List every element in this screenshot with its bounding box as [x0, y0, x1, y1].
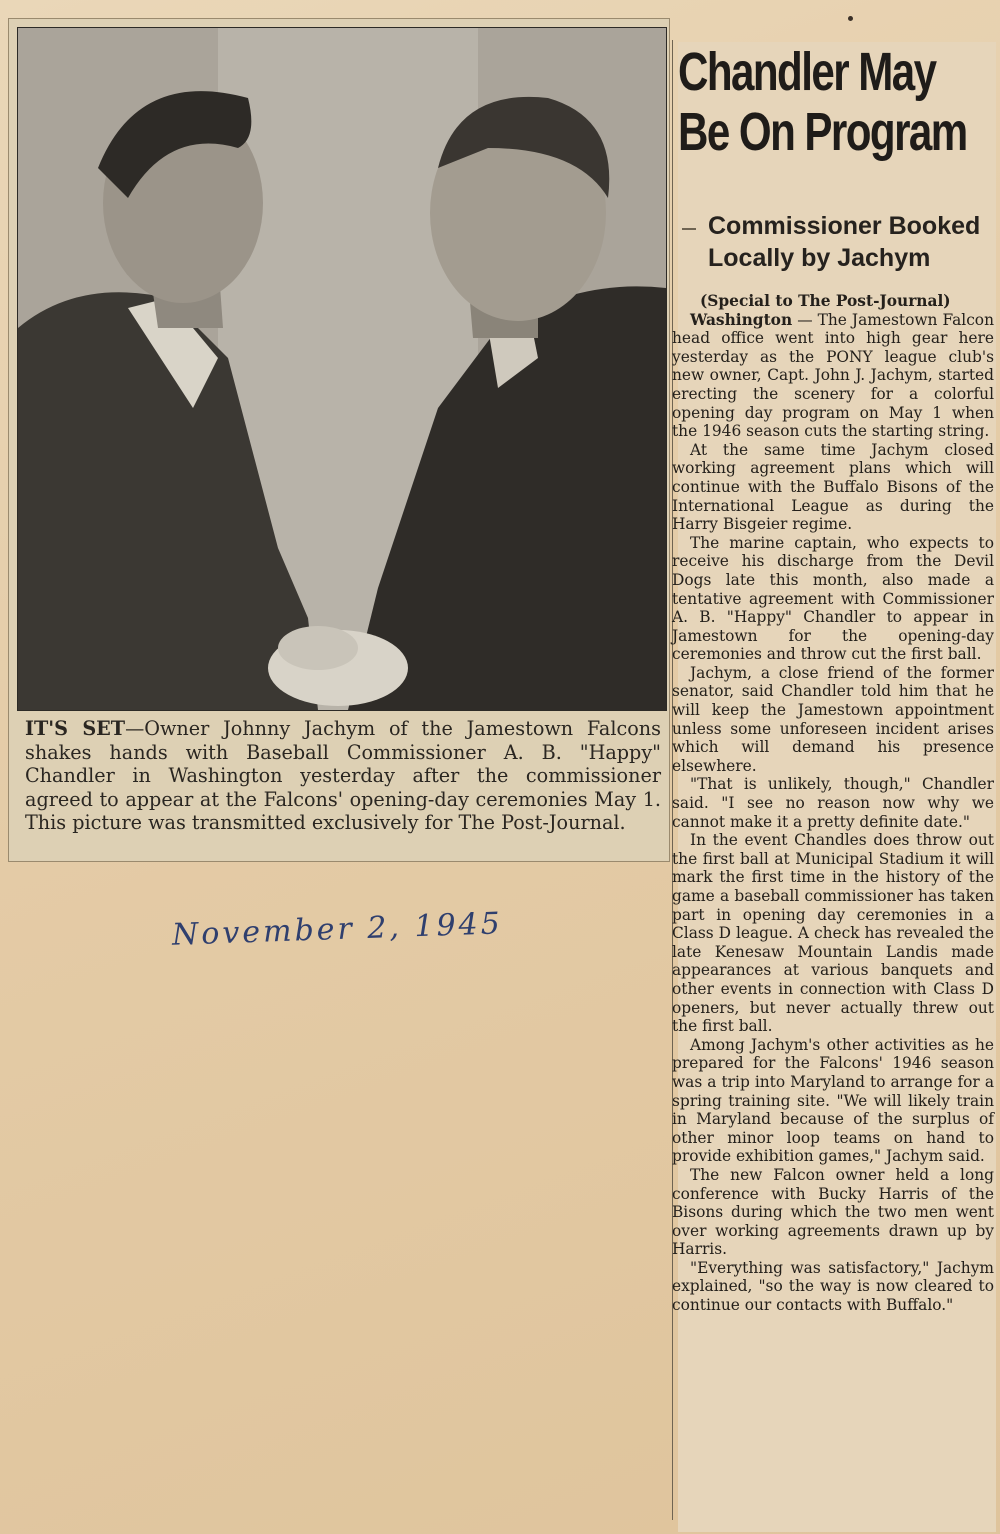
- photo-caption: [25, 717, 661, 835]
- dateline: Washington: [690, 310, 793, 329]
- article-paragraph: The new Falcon owner held a long conference with Bucky Harris of the Bisons during which the two men went over working agreements drawn up by Harris.: [672, 1165, 994, 1259]
- handshake-photo: [17, 27, 667, 711]
- article-column: [672, 42, 996, 1532]
- article-paragraph: [672, 311, 994, 441]
- headline: [678, 42, 967, 162]
- article-paragraph: The marine captain, who expects to receive his discharge from the Devil Dogs late this month, also made a tentative agreement with Commissioner A. B. "Happy" Chandler to appear in Jamestown for the opening-day ceremonies and throw cut the first ball.: [672, 533, 994, 664]
- article-paragraph-text: — The Jamestown Falcon head office went into high gear here yesterday as the PONY league club's new owner, Capt. John J. Jachym, started erecting the scenery for a colorful opening day program on May 1 when the 1946 season cuts the starting string.: [672, 310, 994, 441]
- caption-text: —Owner Johnny Jachym of the Jamestown Falcons shakes hands with Baseball Commissioner A. B. "Happy" Chandler in Washington yesterday after the commissioner agreed to appear at the Falcons' opening-day ceremonies May 1. This picture was transmitted exclusively for The Post-Journal.: [25, 717, 662, 835]
- article-paragraph: Among Jachym's other activities as he prepared for the Falcons' 1946 season was a trip into Maryland to arrange for a spring training site. "We will likely train in Maryland because of the surplus of other minor loop teams on hand to provide exhibition games," Jachym said.: [672, 1035, 994, 1166]
- subhead-line-1: Commissioner Booked: [708, 212, 981, 240]
- article-paragraph: "Everything was satisfactory," Jachym explained, "so the way is now cleared to continue our contacts with Buffalo.": [672, 1258, 994, 1315]
- article-paragraph: In the event Chandles does throw out the first ball at Municipal Stadium it will mark the first time in the history of the game a baseball commissioner has taken part in opening day ceremonies in a Class D league. A check has revealed the late Kenesaw Mountain Landis made appearances at various banquets and other events in connection with Class D openers, but never actually threw out the first ball.: [672, 831, 994, 1036]
- article-body: [672, 292, 994, 1315]
- ink-speck: [848, 16, 853, 21]
- subheadline: [708, 210, 980, 274]
- subhead-dash: [682, 228, 696, 230]
- handwritten-date: November 2, 1945: [171, 906, 504, 953]
- photo-clipping: [8, 18, 670, 862]
- subhead-line-2: Locally by Jachym: [708, 244, 931, 272]
- article-paragraph: Jachym, a close friend of the former senator, said Chandler told him that he will keep the Jamestown appointment unless some unforeseen incident arises which will demand his presence elsewhere.: [672, 663, 994, 775]
- headline-line-1: Chandler May: [678, 42, 936, 102]
- article-paragraph: At the same time Jachym closed working agreement plans which will continue with the Buffalo Bisons of the International League as during the Harry Bisgeier regime.: [672, 440, 994, 534]
- article-paragraph: "That is unlikely, though," Chandler said. "I see no reason now why we cannot make it a pretty definite date.": [672, 775, 994, 831]
- article-credit: (Special to The Post-Journal): [700, 292, 951, 310]
- handshake-illustration: [18, 28, 666, 710]
- caption-lead: IT'S SET: [25, 717, 126, 740]
- headline-line-2: Be On Program: [678, 102, 967, 162]
